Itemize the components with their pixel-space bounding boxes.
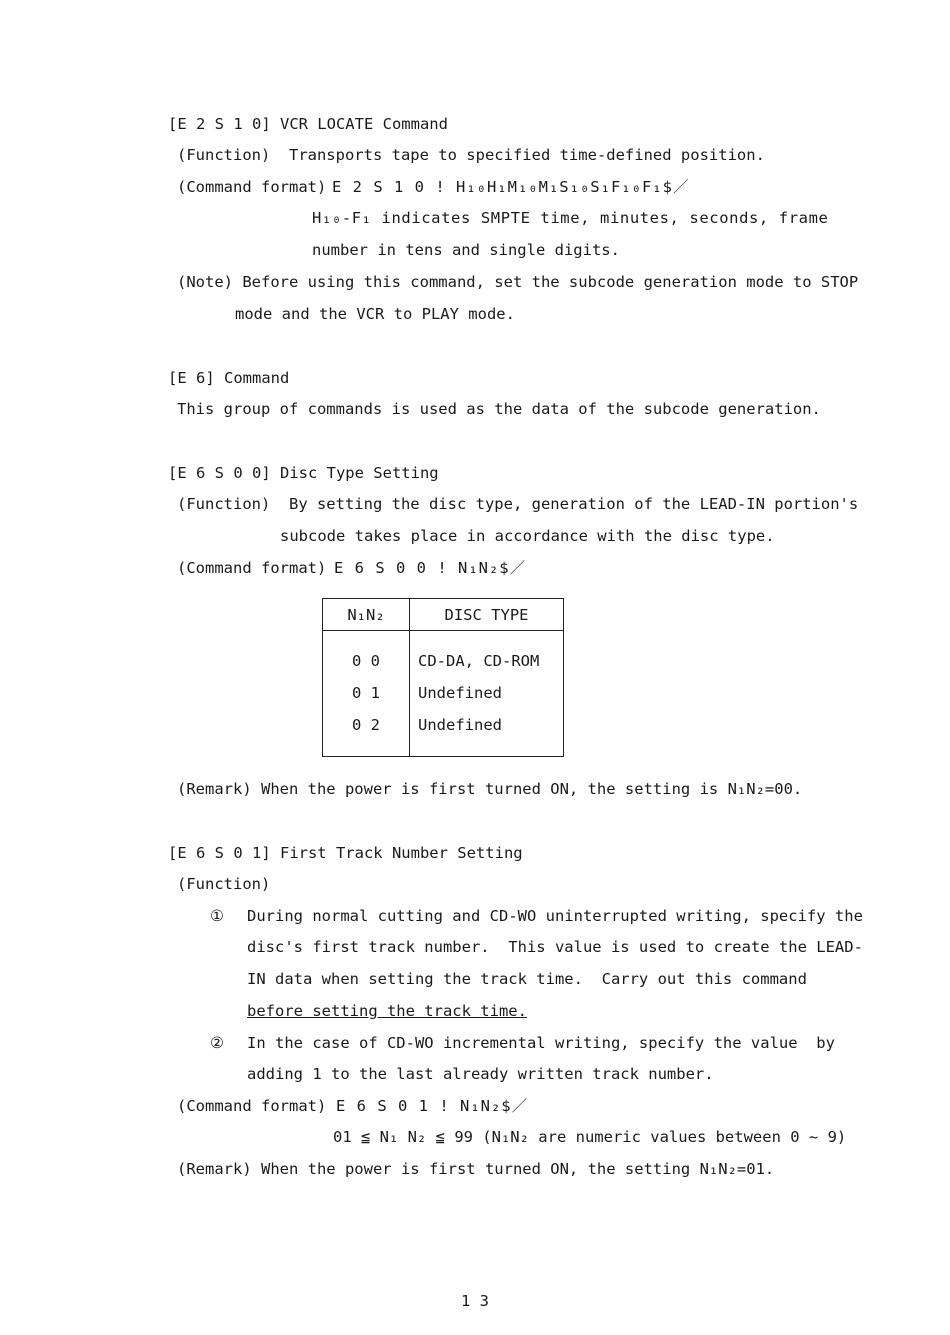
- e2s10-note-line1: (Note) Before using this command, set the subcode generation mode to STOP: [177, 273, 859, 291]
- e6s01-item1-line4: before setting the track time.: [247, 1002, 527, 1020]
- e6s00-format-code: E 6 S 0 0 ! N₁N₂$／: [334, 559, 527, 577]
- table-type-column: [410, 631, 564, 757]
- e6s01-range: 01 ≦ N₁ N₂ ≦ 99 (N₁N₂ are numeric values between 0 ~ 9): [333, 1128, 847, 1146]
- e6-description: This group of commands is used as the data of the subcode generation.: [177, 400, 821, 418]
- section-heading-e6s01: [E 6 S 0 1] First Track Number Setting: [168, 844, 523, 862]
- e2s10-format-code: E 2 S 1 0 ! H₁₀H₁M₁₀M₁S₁₀S₁F₁₀F₁$／: [332, 178, 690, 196]
- section-heading-e6s00: [E 6 S 0 0] Disc Type Setting: [168, 464, 439, 482]
- table-cell-code: 0 1: [352, 684, 380, 702]
- e6s01-function-label: (Function): [177, 875, 271, 893]
- e6s01-format-label: (Command format): [177, 1097, 327, 1115]
- table-body-row: [323, 631, 564, 757]
- e2s10-description-line2: number in tens and single digits.: [312, 241, 620, 259]
- e6s01-item2-line2: adding 1 to the last already written track number.: [247, 1065, 714, 1083]
- page-number: 1 3: [461, 1292, 489, 1310]
- table-header-row: [323, 599, 564, 631]
- e6s01-item2-line1: In the case of CD-WO incremental writing, specify the value by: [247, 1034, 835, 1052]
- e6s00-remark: (Remark) When the power is first turned ON, the setting is N₁N₂=00.: [177, 780, 803, 798]
- item-marker-2: ②: [210, 1034, 224, 1052]
- table-header-disc-type: DISC TYPE: [410, 599, 564, 631]
- table-header-n1n2: N₁N₂: [323, 599, 410, 631]
- table-cell-code: 0 0: [352, 652, 380, 670]
- e2s10-function: (Function) Transports tape to specified time-defined position.: [177, 146, 765, 164]
- e2s10-description-line1: H₁₀-F₁ indicates SMPTE time, minutes, seconds, frame: [312, 209, 829, 227]
- e6s00-format-label: (Command format): [177, 559, 327, 577]
- table-cell-code: 0 2: [352, 716, 380, 734]
- e2s10-note-line2: mode and the VCR to PLAY mode.: [235, 305, 515, 323]
- e6s01-item1-line1: During normal cutting and CD-WO uninterrupted writing, specify the: [247, 907, 863, 925]
- table-cell-type: Undefined: [418, 716, 502, 734]
- disc-type-table: [322, 598, 564, 757]
- e6s01-format-code: E 6 S 0 1 ! N₁N₂$／: [336, 1097, 529, 1115]
- section-heading-e2s10: [E 2 S 1 0] VCR LOCATE Command: [168, 115, 448, 133]
- e6s00-function-line2: subcode takes place in accordance with the disc type.: [280, 527, 775, 545]
- item-marker-1: ①: [210, 907, 224, 925]
- table-cell-type: CD-DA, CD-ROM: [418, 652, 540, 670]
- table-cell-type: Undefined: [418, 684, 502, 702]
- e2s10-format-label: (Command format): [177, 178, 327, 196]
- e6s01-remark: (Remark) When the power is first turned ON, the setting N₁N₂=01.: [177, 1160, 775, 1178]
- table-code-column: [323, 631, 410, 757]
- e6s01-item1-line3: IN data when setting the track time. Carry out this command: [247, 970, 807, 988]
- e6s00-function-line1: (Function) By setting the disc type, generation of the LEAD-IN portion's: [177, 495, 859, 513]
- e6s01-item1-line2: disc's first track number. This value is used to create the LEAD-: [247, 938, 863, 956]
- section-heading-e6: [E 6] Command: [168, 369, 290, 387]
